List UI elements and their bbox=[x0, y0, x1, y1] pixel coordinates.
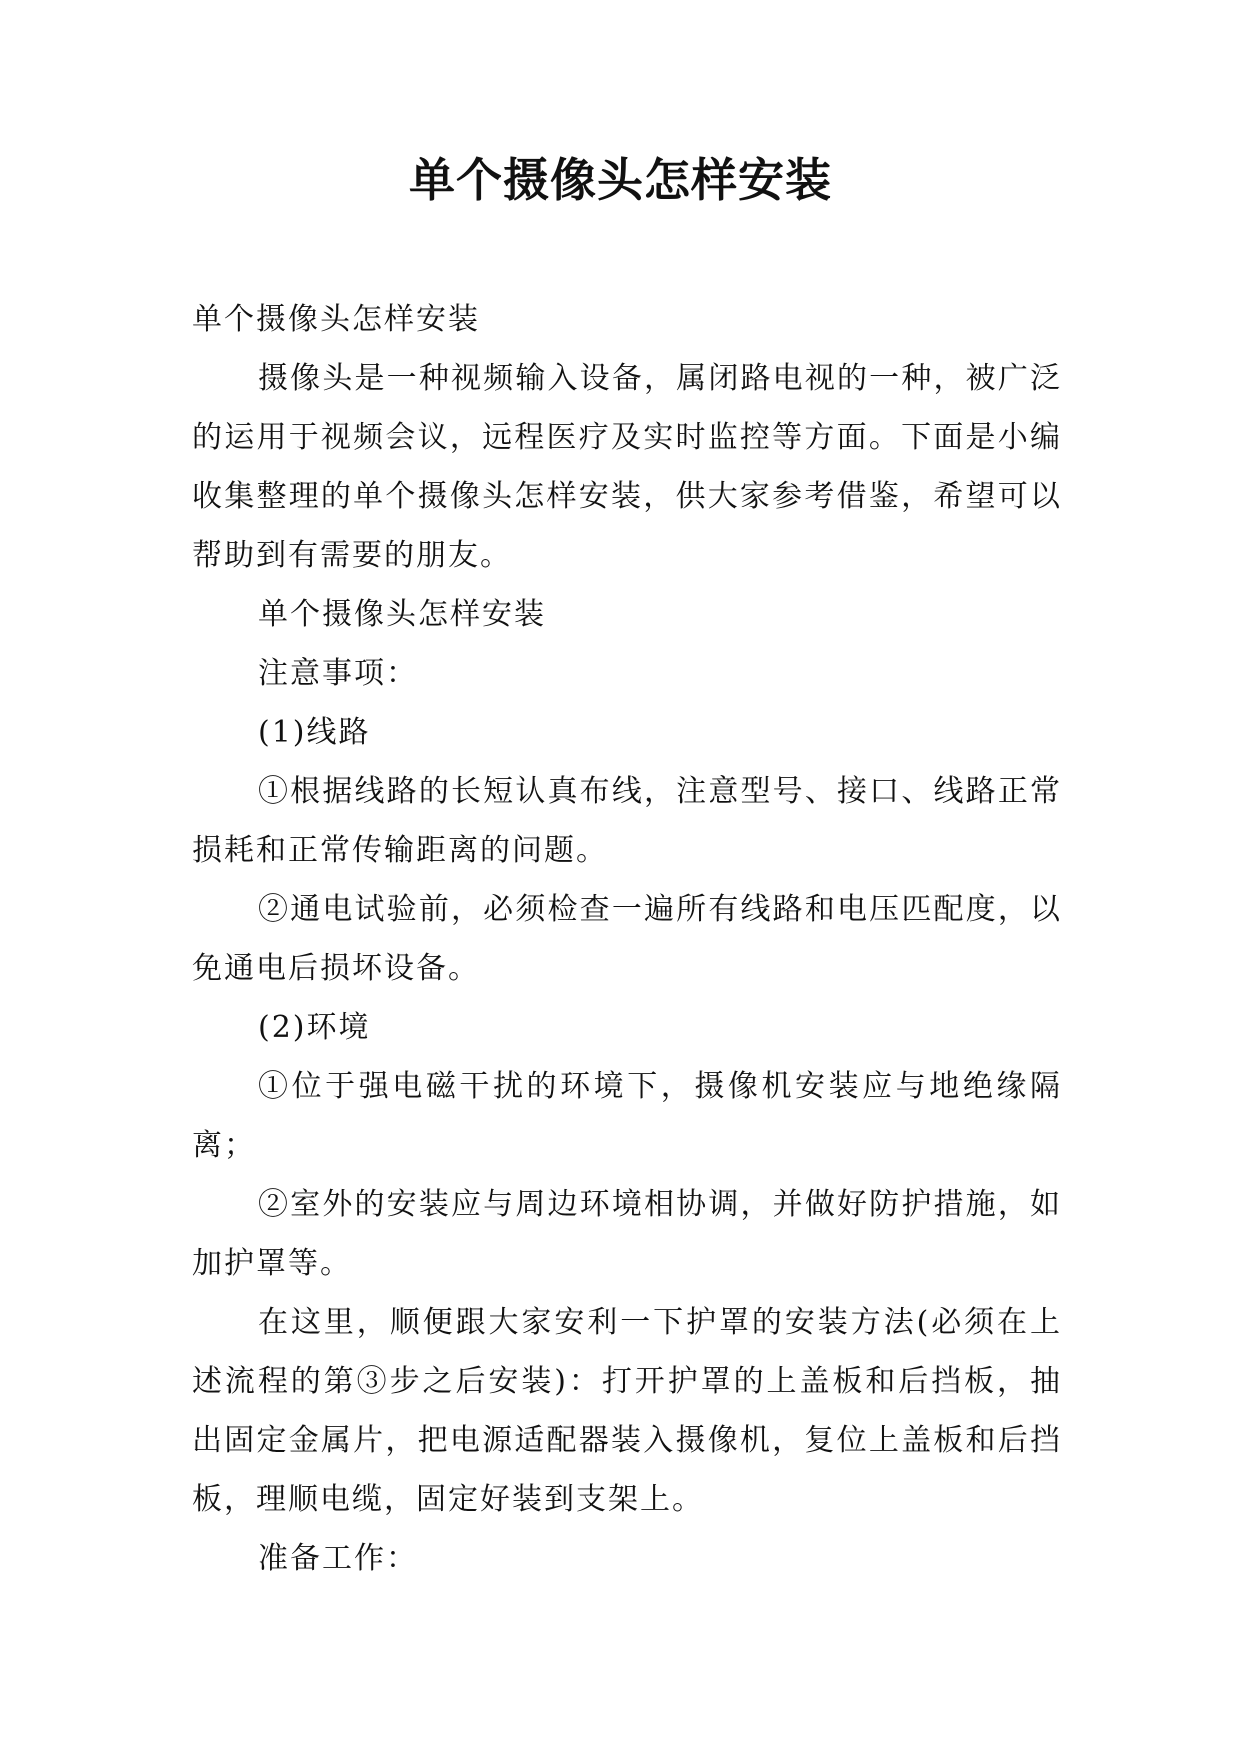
paragraph-environment-2: ②室外的安装应与周边环境相协调，并做好防护措施，如加护罩等。 bbox=[192, 1187, 1062, 1281]
paragraph-intro: 摄像头是一种视频输入设备，属闭路电视的一种，被广泛的运用于视频会议，远程医疗及实时监控等方面。下面是小编收集整理的单个摄像头怎样安装，供大家参考借鉴，希望可以帮助到有需要的朋友。 bbox=[192, 361, 1062, 573]
paragraph-environment-1: ①位于强电磁干扰的环境下，摄像机安装应与地绝缘隔离； bbox=[192, 1069, 1062, 1163]
paragraph-preparation-heading: 准备工作： bbox=[258, 1541, 418, 1576]
document-title: 单个摄像头怎样安装 bbox=[409, 153, 832, 207]
paragraph-subtitle: 单个摄像头怎样安装 bbox=[192, 302, 480, 337]
paragraph-housing-install: 在这里，顺便跟大家安利一下护罩的安装方法(必须在上述流程的第③步之后安装)：打开护罩的上盖板和后挡板，抽出固定金属片，把电源适配器装入摄像机，复位上盖板和后挡板，理顺电缆，固定好装到支架上。 bbox=[192, 1305, 1062, 1517]
paragraph-notes-heading: 注意事项： bbox=[258, 656, 418, 691]
paragraph-heading: 单个摄像头怎样安装 bbox=[258, 597, 546, 632]
paragraph-wiring-1: ①根据线路的长短认真布线，注意型号、接口、线路正常损耗和正常传输距离的问题。 bbox=[192, 774, 1062, 868]
paragraph-environment-heading: (2)环境 bbox=[258, 1010, 371, 1045]
paragraph-wiring-2: ②通电试验前，必须检查一遍所有线路和电压匹配度，以免通电后损坏设备。 bbox=[192, 892, 1062, 986]
paragraph-wiring-heading: (1)线路 bbox=[258, 715, 371, 750]
document-body bbox=[192, 290, 1062, 1588]
